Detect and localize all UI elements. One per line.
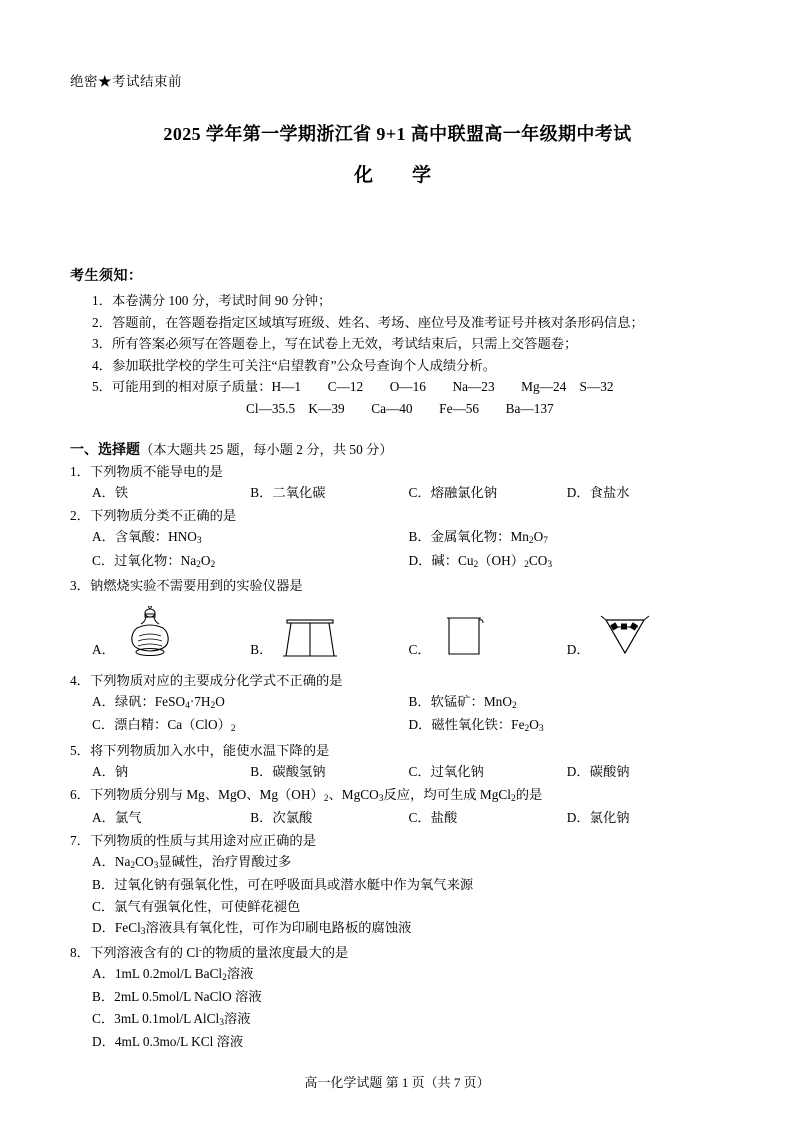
question-7: [70, 830, 725, 851]
option-c[interactable]: C．过氧化钠: [408, 763, 484, 779]
clay-triangle-icon: [598, 606, 652, 662]
notice-item: 3．所有答案必须写在答题卷上，写在试卷上无效，考试结束后，只需上交答题卷；: [92, 336, 578, 352]
option-a[interactable]: A．$Na_2CO_3$显碱性，治疗胃酸过多: [92, 854, 292, 872]
section-heading: [70, 439, 725, 459]
notice-item: 2．答题前，在答题卷指定区域填写班级、姓名、考场、座位号及准考证号并核对条形码信息；: [92, 314, 644, 330]
option-b[interactable]: B．过氧化钠有强氧化性，可在呼吸面具或潜水艇中作为氧气来源: [92, 877, 474, 893]
option-d[interactable]: [567, 604, 725, 662]
option-c[interactable]: C．氯气有强氧化性，可使鲜花褪色: [92, 898, 301, 914]
section-title: 一、选择题: [70, 443, 140, 459]
question-stem: 将下列物质加入水中，能使水温下降的是: [89, 742, 330, 758]
option-b[interactable]: B．次氯酸: [250, 809, 313, 825]
option-b[interactable]: B．二氧化碳: [250, 485, 326, 501]
option-d-label: D．: [566, 641, 590, 657]
option-b[interactable]: B．2mL 0.5mol/L NaClO 溶液: [92, 989, 262, 1005]
question-stem: 下列物质分别与 Mg、MgO、$Mg(OH)_2$、MgCO$_3$反应，均可生成 MgCl$_2$的是: [89, 786, 543, 804]
notice-item: 4．参加联批学校的学生可关注“启望教育”公众号查询个人成绩分析。: [92, 357, 497, 373]
option-b-label: B．: [250, 641, 273, 657]
tripod-icon: [280, 606, 340, 662]
option-b[interactable]: B．碳酸氢钠: [250, 763, 326, 779]
question-3-options: [70, 604, 725, 662]
option-b[interactable]: [250, 604, 408, 662]
option-a[interactable]: A．绿矾：$FeSO_4\cdot 7H_2O$: [92, 693, 225, 712]
question-4: [70, 670, 725, 691]
question-number: 5．: [70, 742, 90, 758]
notice-list: [70, 290, 725, 419]
question-1: [70, 461, 725, 482]
page-footer: 高一化学试题 第 1 页（共 7 页）: [304, 1075, 490, 1090]
secret-notice: 绝密★考试结束前: [70, 74, 182, 89]
alcohol-lamp-icon: [123, 606, 177, 662]
option-d[interactable]: D．食盐水: [566, 485, 630, 501]
option-c[interactable]: C．漂白精：$Ca(ClO)_2$: [92, 717, 236, 735]
section-desc: （本大题共 25 题，每小题 2 分，共 50 分）: [140, 442, 393, 458]
option-b[interactable]: B．金属氧化物：$Mn_2O_7$: [408, 529, 549, 547]
question-6: [70, 784, 725, 807]
option-a[interactable]: A．铁: [92, 485, 129, 501]
question-number: 7．: [70, 833, 90, 849]
question-stem: 钠燃烧实验不需要用到的实验仪器是: [89, 577, 303, 593]
question-number: 3．: [70, 577, 90, 593]
question-1-options: [70, 482, 725, 503]
option-a[interactable]: A．氯气: [92, 809, 142, 825]
option-d[interactable]: D．磁性氧化铁：$Fe_2O_3$: [408, 717, 544, 735]
question-8: [70, 942, 725, 963]
question-stem: 下列溶液含有的 Cl-的物质的量浓度最大的是: [89, 945, 349, 961]
option-c[interactable]: C．过氧化物：$Na_2O_2$: [92, 552, 216, 570]
subject-title: 化 学: [353, 165, 441, 186]
question-number: 4．: [70, 672, 90, 688]
relative-mass-line2: Cl—35.5 K—39 Ca—40 Fe—56 Ba—137: [246, 400, 554, 416]
option-b[interactable]: B．软锰矿：MnO$_2$: [408, 693, 517, 712]
option-a[interactable]: [92, 604, 250, 662]
beaker-icon: [439, 606, 487, 662]
option-c-label: C．: [408, 641, 431, 657]
page-title: 2025 学年第一学期浙江省 9+1 高中联盟高一年级期中考试: [163, 124, 632, 144]
option-a[interactable]: A．1mL 0.2mol/L BaCl$_2$溶液: [92, 966, 254, 984]
option-a-label: A．: [92, 641, 115, 657]
page-content: [70, 70, 725, 1052]
question-number: 1．: [70, 464, 90, 480]
option-d[interactable]: D．碱：$Cu_2(OH)_2CO_3$: [408, 552, 553, 570]
question-5: [70, 740, 725, 761]
question-number: 6．: [70, 786, 90, 802]
option-d[interactable]: D．碳酸钠: [566, 763, 630, 779]
question-number: 2．: [70, 508, 90, 524]
notice-heading: 考生须知：: [70, 269, 143, 284]
question-5-options: [70, 761, 725, 782]
option-d[interactable]: D．FeCl$_3$溶液具有氧化性，可作为印刷电路板的腐蚀液: [92, 919, 412, 937]
question-number: 8．: [70, 945, 90, 961]
question-4-options-row1: [70, 691, 725, 714]
question-stem: 下列物质分类不正确的是: [89, 508, 237, 524]
question-stem: 下列物质的性质与其用途对应正确的是: [89, 833, 316, 849]
option-a[interactable]: A．钠: [92, 763, 129, 779]
option-d[interactable]: D．氯化钠: [566, 809, 630, 825]
option-c[interactable]: C．3mL 0.1mol/L AlCl$_3$溶液: [92, 1010, 251, 1028]
question-6-options: [70, 807, 725, 828]
option-a[interactable]: A．含氧酸：$HNO_3$: [92, 529, 202, 547]
notice-item: 5．可能用到的相对原子质量：H—1 C—12 O—16 Na—23 Mg—24 S—32: [92, 379, 614, 395]
question-4-options-row2: [70, 714, 725, 737]
option-c[interactable]: C．盐酸: [408, 809, 458, 825]
question-2-options-row2: [70, 550, 725, 573]
option-c[interactable]: C．熔融氯化钠: [408, 485, 498, 501]
question-stem: 下列物质不能导电的是: [89, 464, 223, 480]
question-3: [70, 575, 725, 596]
option-d[interactable]: D．4mL 0.3mo/L KCl 溶液: [92, 1033, 244, 1049]
question-2: [70, 505, 725, 526]
option-c[interactable]: [409, 604, 567, 662]
question-2-options-row1: [70, 526, 725, 549]
question-stem: 下列物质对应的主要成分化学式不正确的是: [89, 672, 343, 688]
notice-item: 1．本卷满分 100 分，考试时间 90 分钟；: [92, 293, 332, 308]
